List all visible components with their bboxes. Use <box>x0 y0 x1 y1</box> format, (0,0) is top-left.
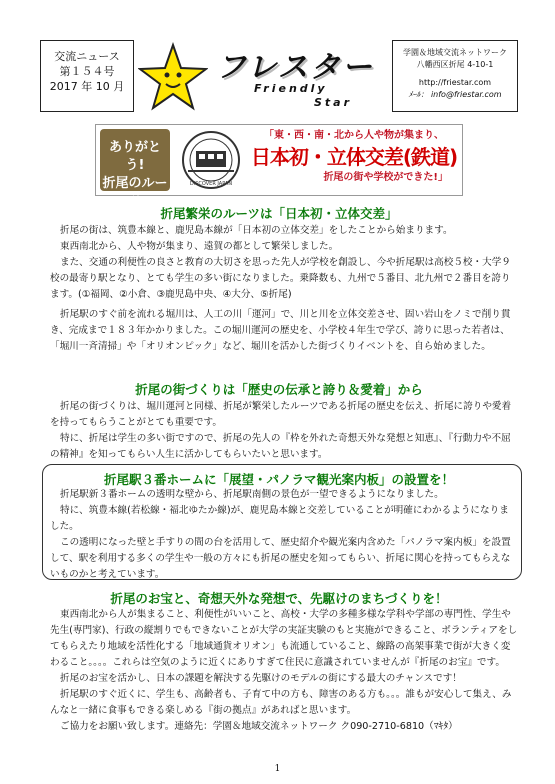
banner-thanks-line: 折尾のルーツ <box>102 176 168 209</box>
issue-box <box>40 40 134 112</box>
section-title: 折尾駅３番ホームに「展望・パノラマ観光案内板」の設置を！ <box>103 472 454 487</box>
paragraph: 折尾の街づくりは、堀川運河と同様、折尾が繁栄したルーツである折尾の歴史を伝え、折尾に誇りや愛着を持ってもらうことがとても重要です。 <box>50 401 512 428</box>
paragraph: また、交通の利便性の良さと教育の大切さを思った先人が学校を創設し、今や折尾駅は高校５校・大学９校の最寄り駅となり、とても学生の多い街になりました。乗降数も、九州で５番目、北九州で２番目を誇ります。(①福岡、②小倉、③鹿児島中央、④大分、⑤折尾) <box>50 257 511 300</box>
banner-top-line: 「東・西・南・北から人や物が集まり、 <box>264 130 444 141</box>
issue-line: 2017 年 10 月 <box>49 80 125 93</box>
railway-seal-icon <box>176 129 246 191</box>
paragraph: 折尾のお宝を活かし、日本の課題を解決する先駆けのモデルの街にする最大のチャンスです！ <box>60 673 462 684</box>
paragraph: 東西南北から人が集まること、利便性がいいこと、高校・大学の多種多様な学科や学部の専門性、学生や先生(専門家)、行政の縦割りでもできないことが大学の実証実験のもと実施ができること、ボランティアをしてもらえたり地域を活性化する「地域通貨オリオン」も流通していること、線路の高架事業で街が大きく変わること。。。。これらは空気のように近くにありすぎて住民に意識されていませんが『折尾のお宝』です。 <box>50 609 518 668</box>
masthead <box>40 40 518 112</box>
banner-headline <box>250 129 458 191</box>
newsletter-subtitle-2: Star <box>314 96 353 109</box>
paragraph: 特に、筑豊本線(若松線・福北ゆたか線)が、鹿児島本線と交差していることが明確にわかるようになりました。 <box>50 505 509 532</box>
paragraph: 特に、折尾は学生の多い街ですので、折尾の先人の『枠を外れた奇想天外な発想と知恵』、『行動力や不屈の精神』を知ってもらい人生に活かしてもらいたいと思います。 <box>50 433 511 460</box>
page-number: 1 <box>274 764 281 774</box>
banner-bottom-line: 折尾の街や学校ができた!」 <box>323 172 448 183</box>
paragraph: 折尾の街は、筑豊本線と、鹿児島本線が「日本初の立体交差」をしたことから始まります。 <box>60 225 453 236</box>
section-body <box>50 487 512 583</box>
section-title: 折尾繁栄のルーツは「日本初・立体交差」 <box>160 206 398 221</box>
newsletter-title: フレスター <box>216 50 374 85</box>
publisher-address: 八幡西区折尾 4-10-1 <box>416 60 494 69</box>
publisher-info-box <box>392 40 518 112</box>
paragraph: 折尾駅新３番ホームの透明な壁から、折尾駅南側の景色が一望できるようになりました。 <box>60 489 444 500</box>
seal-text: DISCOVER JAPAN <box>189 181 233 187</box>
banner-thanks-line: ありがとう! <box>108 140 161 173</box>
newsletter-subtitle-1: Friendly <box>254 82 328 95</box>
paragraph: 東西南北から、人や物が集まり、遠賀の都として繁栄しました。 <box>60 241 339 252</box>
section-body <box>50 223 518 355</box>
publisher-name: 学園＆地域交流ネットワーク <box>403 48 507 57</box>
banner-thanks-panel <box>100 129 170 209</box>
issue-line: 交流ニュース <box>54 50 120 63</box>
section-body <box>50 399 518 463</box>
paragraph: この透明になった壁と手すりの間の台を活用して、歴史紹介や観光案内含めた「パノラマ案内板」を設置して、駅を利用する多くの学生や一般の方々にも折尾の歴史を知ってもらい、折尾に関心を持ってもらえないものかと考えています。 <box>50 537 511 580</box>
masthead-logo <box>136 40 390 112</box>
issue-line: 第１５４号 <box>59 65 115 78</box>
paragraph: 折尾駅のすぐ近くに、学生も、高齢者も、子育て中の方も、障害のある方も。。。誰もが安心して集え、みんなと一緒に食事もできる楽しめる『街の拠点』があればと思います。 <box>50 689 512 716</box>
section-body <box>50 607 518 735</box>
section-title: 折尾のお宝と、奇想天外な発想で、先駆けのまちづくりを！ <box>110 591 448 606</box>
email-link[interactable]: ﾒｰﾙ： info@friestar.com <box>408 90 502 99</box>
paragraph: 折尾駅のすぐ前を流れる堀川は、人工の川「運河」で、川と川を立体交差させ、固い岩山をノミで削り貫き、完成まで１８３年かかりました。この堀川運河の歴史を、小学校４年生で学び、誇りに思った若者は、「堀川一斉清掃」や「オリオンピック」など、堀川を活かした街づくりイベントを、自ら始めました。 <box>50 309 511 352</box>
section-title: 折尾の街づくりは「歴史の伝承と誇り＆愛着」から <box>135 382 423 397</box>
banner-main-line: 日本初・立体交差(鉄道) <box>250 145 458 169</box>
headline-banner <box>95 124 463 209</box>
website-link[interactable]: http://friestar.com <box>418 78 492 87</box>
star-mascot-icon <box>138 42 208 112</box>
contact-line: ご協力をお願い致します。連絡先：学園＆地域交流ネットワーク ク090-2710-6810（ﾏｷﾀ） <box>60 721 458 732</box>
